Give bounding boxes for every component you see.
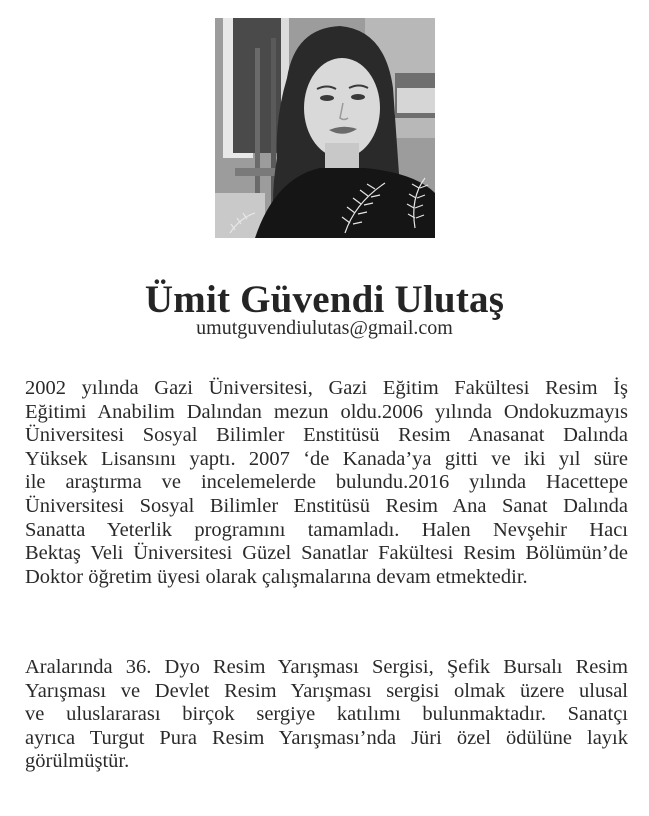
portrait-image (215, 18, 435, 238)
bio-line: ayrıca Turgut Pura Resim Yarışması’nda Jüri özel ödülüne layık (25, 726, 628, 749)
bio-line: Üniversitesi Sosyal Bilimler Enstitüsü Resim Anasanat Dalında (25, 424, 628, 447)
email-address[interactable]: umutguvendiulutas@gmail.com (196, 317, 453, 339)
bio-line: Yüksek Lisansını yaptı. 2007 ‘de Kanada’ya gitti ve iki yıl süre (25, 447, 628, 470)
bio-line: 2002 yılında Gazi Üniversitesi, Gazi Eğitim Fakültesi Resim İş (25, 377, 628, 399)
bio-line: ve uluslararası birçok sergiye katılımı bulunmaktadır. Sanatçı (25, 703, 628, 726)
person-name: Ümit Güvendi Ulutaş (144, 278, 505, 321)
profile-photo (215, 18, 435, 238)
bio-paragraph-education (25, 377, 628, 589)
bio-line: Doktor öğretim üyesi olarak çalışmalarına devam etmektedir. (25, 565, 528, 588)
bio-paragraph-exhibitions (25, 656, 628, 774)
bio-line: Sanatta Yeterlik programını tamamladı. Halen Nevşehir Hacı (25, 518, 628, 541)
bio-line: Üniversitesi Sosyal Bilimler Enstitüsü Resim Ana Sanat Dalında (25, 494, 628, 517)
bio-line: görülmüştür. (25, 750, 130, 773)
bio-line: Aralarında 36. Dyo Resim Yarışması Sergisi, Şefik Bursalı Resim (25, 656, 628, 678)
bio-line: Bektaş Veli Üniversitesi Güzel Sanatlar Fakültesi Resim Bölümün’de (25, 542, 628, 565)
bio-line: Eğitimi Anabilim Dalından mezun oldu.2006 yılında Ondokuzmayıs (25, 400, 628, 423)
bio-line: ile araştırma ve incelemelerde bulundu.2016 yılında Hacettepe (25, 471, 628, 494)
bio-line: Yarışması ve Devlet Resim Yarışması sergisi olmak üzere ulusal (25, 679, 628, 702)
